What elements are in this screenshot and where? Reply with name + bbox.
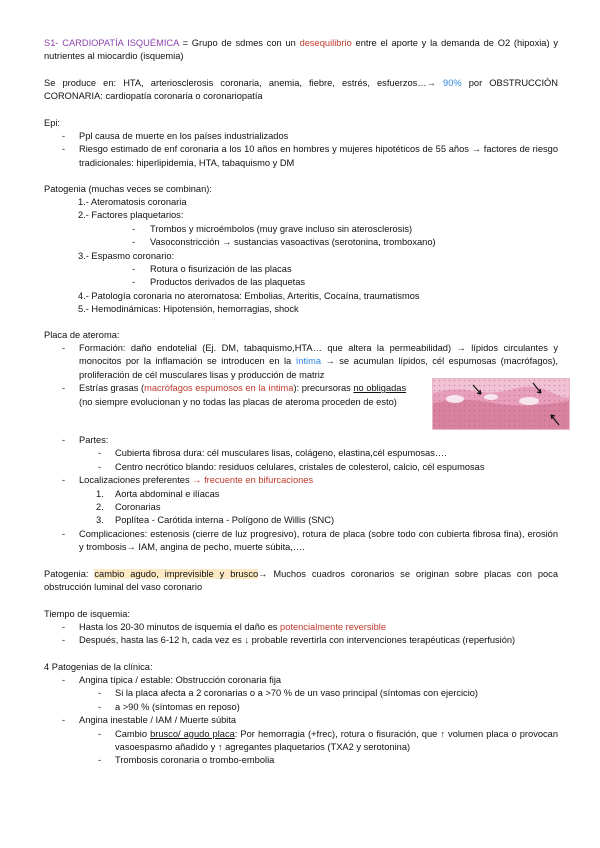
list-item <box>44 728 558 755</box>
bullet: - <box>62 435 66 445</box>
estrias-mid: ): precursoras <box>293 383 354 394</box>
list-item <box>44 701 558 714</box>
epi-list <box>44 130 558 170</box>
bullet: - <box>98 755 102 766</box>
histology-micrograph-icon <box>432 378 570 430</box>
epi-title: Epi: <box>44 118 61 128</box>
causes-pre: Se produce en: HTA, arteriosclerosis coronaria, anemia, fiebre, estrés, esfuerzos…→ <box>44 78 444 88</box>
patogenia-3-sub-1: Rotura o fisurización de las placas <box>150 264 292 275</box>
bullet: - <box>62 343 66 353</box>
patogenia2-pre: Patogenia: <box>44 569 95 579</box>
inest-1-post: : Por hemorragia (+frec), rotura o fisuración, que ↑ volumen placa o provocan vasoespasmo añadido y ↑ agregantes plaquetarios (TXA2 y serotonina) <box>115 728 558 753</box>
bullet: - <box>132 264 136 275</box>
inest-1-underline: brusco/ agudo placa <box>150 728 235 739</box>
partes-sub-1: Cubierta fibrosa dura: cél musculares lisas, colágeno, elastina,cél espumosas…. <box>115 448 447 459</box>
list-item <box>44 488 558 501</box>
title-key: desequilibrio <box>299 38 352 48</box>
bullet: - <box>62 675 66 685</box>
patogenia-item-3: 3.- Espasmo coronario: <box>78 250 175 261</box>
placa-estrias <box>79 382 424 409</box>
inestable-sub-2: Trombosis coronaria o trombo-embolia <box>115 755 275 766</box>
list-item <box>44 223 558 236</box>
patogenia2-highlight: cambio agudo, imprevisible y brusco <box>94 569 259 579</box>
list-item <box>44 382 424 409</box>
title-paragraph <box>44 37 558 64</box>
list-item <box>44 687 558 700</box>
tiempo-list <box>44 621 558 648</box>
estrias-red: macrófagos espumosos en la íntima <box>144 383 294 394</box>
patogenia-2-sub-2: Vasoconstricción → sustancias vasoactivas (serotonina, tromboxano) <box>150 237 436 248</box>
causes-paragraph <box>44 77 558 104</box>
list-item <box>44 263 558 276</box>
bullet: - <box>98 461 102 472</box>
estrias-underline: no obligadas <box>353 383 407 394</box>
patogenia2-post: → Muchos cuadros coronarios se originan sobre placas con poca obstrucción luminal del vaso coronario <box>44 569 558 593</box>
patogenia-item-2: 2.- Factores plaquetarios: <box>78 210 184 221</box>
estrias-pre: Estrías grasas ( <box>79 383 145 394</box>
list-item <box>44 447 558 460</box>
page-title: S1- CARDIOPATÍA ISQUÉMICA <box>44 38 179 48</box>
histology-image <box>433 379 569 429</box>
bullet: - <box>98 448 102 459</box>
patogenia2-paragraph <box>44 568 558 595</box>
clinica-list <box>44 674 558 768</box>
partes-sub-2: Centro necrótico blando: residuos celulares, cristales de colesterol, calcio, cél espumosas <box>115 461 485 472</box>
bullet: - <box>98 701 102 712</box>
causes-pct: 90% <box>443 78 462 88</box>
patogenia-3-sub-2: Productos derivados de las plaquetas <box>150 277 306 288</box>
bullet: - <box>132 223 136 234</box>
tiempo-item-2: Después, hasta las 6-12 h, cada vez es ↓ probable revertirla con intervenciones terapéuticas (reperfusión) <box>79 635 516 646</box>
loc-sub-1: Aorta abdominal e ilíacas <box>115 488 220 499</box>
patogenia-title: Patogenia (muchas veces se combinan): <box>44 184 212 194</box>
angina-estable: Angina típica / estable: Obstrucción coronaria fija <box>79 675 282 685</box>
list-item <box>44 754 558 767</box>
list-number: 2. <box>96 502 104 513</box>
tiempo-1-red: potencialmente reversible <box>280 622 386 632</box>
list-item <box>44 714 558 727</box>
estable-sub-1: Si la placa afecta a 2 coronarias o a >70 % de un vaso principal (síntomas con ejercicio) <box>115 688 479 699</box>
list-number: 3. <box>96 515 104 526</box>
list-item <box>44 621 558 634</box>
list-item <box>44 236 558 249</box>
placa-complicaciones: Complicaciones: estenosis (cierre de luz progresivo), rotura de placa (sobre todo con cubierta fibrosa fina), erosión y trombosis→ IAM, angina de pecho, muerte súbita,…. <box>79 528 558 553</box>
patogenia-item-1: 1.- Ateromatosis coronaria <box>78 197 187 207</box>
loc-pre: Localizaciones preferentes <box>79 475 193 486</box>
estable-sub-2: a >90 % (síntomas en reposo) <box>115 701 240 712</box>
list-item <box>44 674 558 687</box>
bullet: - <box>62 622 66 632</box>
list-number: 1. <box>96 488 104 499</box>
formacion-text-post: → se acumulan lípidos, cél espumosas (macrófagos), proliferación de cél musculares lisas y producción de matriz <box>79 356 558 380</box>
angina-inestable: Angina inestable / IAM / Muerte súbita <box>79 715 237 726</box>
bullet: - <box>62 715 66 726</box>
tiempo-1-pre: Hasta los 20-30 minutos de isquemia el daño es <box>79 622 281 632</box>
patogenia-list <box>44 196 558 317</box>
bullet: - <box>62 383 66 394</box>
list-item <box>44 143 558 170</box>
list-item <box>44 634 558 647</box>
title-rest: entre el aporte y la demanda de O2 (hipoxia) y nutrientes al miocardio (isquemia) <box>44 38 558 62</box>
epi-item-2: Riesgo estimado de enf coronaria a los 10 años en hombres y mujeres hipotéticos de 55 años → factores de riesgo tradicionales: hiperlipidemia, HTA, tabaquismo y DM <box>79 144 558 168</box>
list-item <box>44 276 558 289</box>
estrias-post: (no siempre evolucionan y no todas las placas de ateroma proceden de esto) <box>79 396 397 407</box>
bullet: - <box>62 144 66 155</box>
list-item <box>44 514 558 527</box>
list-item <box>44 434 558 447</box>
inestable-sub-1 <box>115 728 558 755</box>
loc-sub-3: Poplítea - Carótida interna - Polígono de Willis (SNC) <box>115 515 335 526</box>
intima-term: íntima <box>295 356 322 367</box>
bullet: - <box>62 635 66 646</box>
patogenia-item-4: 4.- Patología coronaria no ateromatosa: Embolias, Arteritis, Cocaína, traumatismos <box>78 290 420 301</box>
title-eq: = Grupo de sdmes con un <box>178 38 300 48</box>
bullet: - <box>62 475 66 486</box>
inest-1-pre: Cambio <box>115 728 151 739</box>
bullet: - <box>98 688 102 699</box>
causes-post: por OBSTRUCCIÓN CORONARIA: cardiopatía coronaria o coronariopatía <box>44 78 558 102</box>
clinica-title: 4 Patogenias de la clínica: <box>44 662 153 672</box>
bullet: - <box>62 528 66 539</box>
placa-formacion <box>79 342 558 382</box>
formacion-text: Formación: daño endotelial (Ej. DM, tabaquismo,HTA… que altera la permeabilidad) → lípidos circulantes y monocitos por la inflamación se introducen en la <box>79 343 558 367</box>
list-item <box>44 342 558 382</box>
bullet: - <box>132 237 136 248</box>
list-item <box>44 474 558 487</box>
list-item <box>44 501 558 514</box>
placa-list-2 <box>44 434 558 555</box>
placa-title: Placa de ateroma: <box>44 330 120 340</box>
placa-partes: Partes: <box>79 435 109 445</box>
bullet: - <box>98 728 102 739</box>
loc-sub-2: Coronarias <box>115 502 161 513</box>
list-item <box>44 130 558 143</box>
patogenia-item-5: 5.- Hemodinámicas: Hipotensión, hemorragias, shock <box>78 304 299 315</box>
tiempo-title: Tiempo de isquemia: <box>44 609 130 619</box>
patogenia-2-sub-1: Trombos y microémbolos (muy grave incluso sin aterosclerosis) <box>150 223 413 234</box>
bullet: - <box>132 277 136 288</box>
list-item <box>44 528 558 555</box>
tiempo-item-1 <box>79 621 558 634</box>
loc-red: → frecuente en bifurcaciones <box>192 475 314 486</box>
epi-item-1: Ppl causa de muerte en los países industrializados <box>79 131 289 141</box>
placa-localizaciones <box>79 474 558 487</box>
list-item <box>44 461 558 474</box>
bullet: - <box>62 131 66 141</box>
